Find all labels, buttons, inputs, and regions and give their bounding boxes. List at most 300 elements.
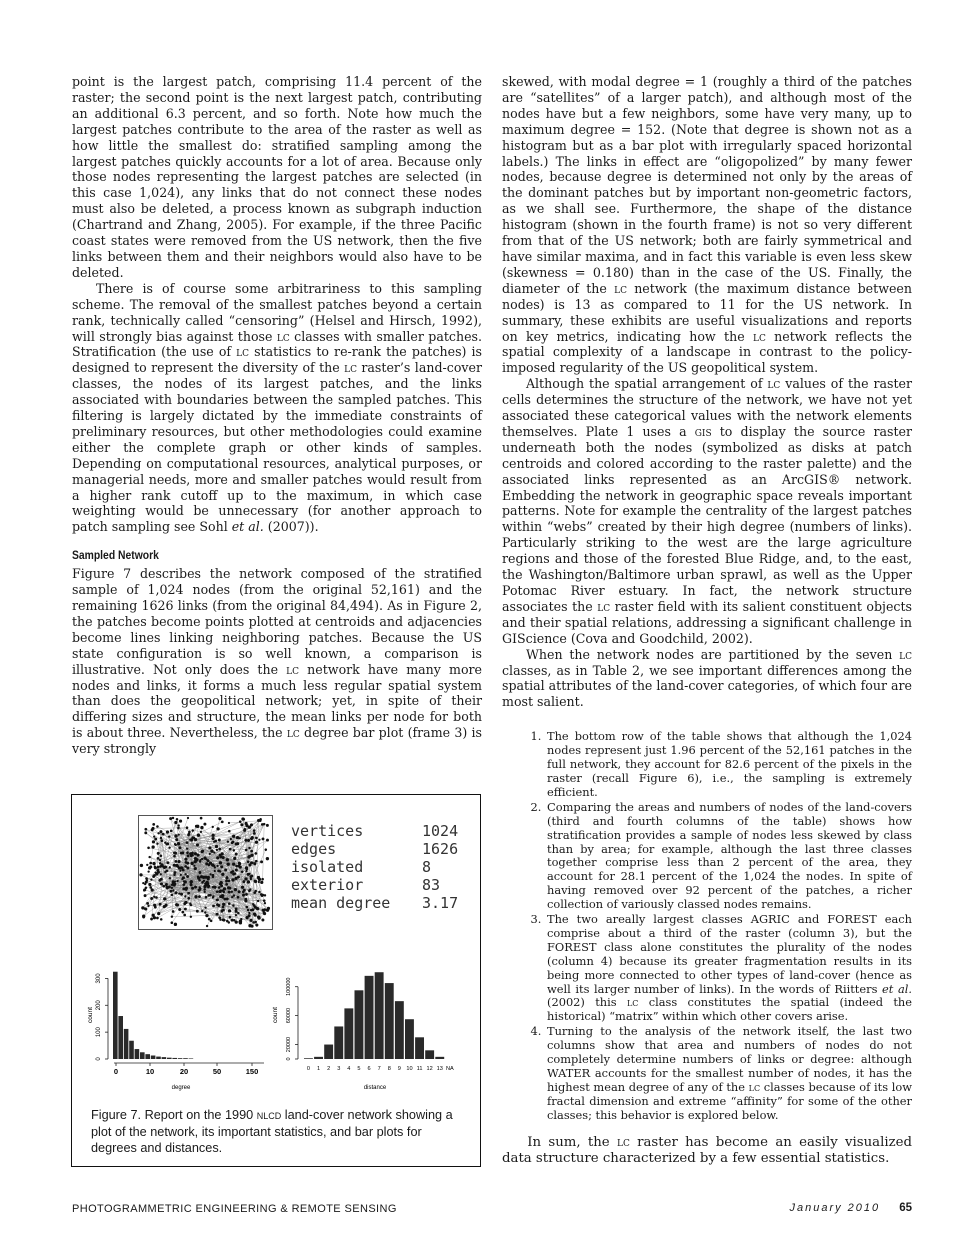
network-node	[216, 849, 218, 851]
network-node	[184, 858, 187, 861]
network-node	[255, 923, 258, 926]
network-node	[180, 874, 182, 876]
bar	[385, 983, 394, 1059]
network-node	[261, 878, 264, 881]
network-node	[186, 862, 189, 865]
network-node	[210, 920, 213, 923]
network-node	[247, 880, 250, 883]
network-node	[148, 883, 151, 886]
network-node	[225, 883, 228, 886]
network-node	[151, 845, 154, 848]
network-node	[209, 873, 211, 875]
network-node	[237, 896, 240, 899]
network-node	[194, 886, 197, 889]
network-node	[236, 836, 239, 839]
network-node	[171, 921, 174, 924]
distance-histogram	[270, 957, 470, 1097]
abbrev-smallcaps: lc	[626, 995, 639, 1010]
network-node	[184, 908, 187, 911]
network-node	[258, 881, 260, 883]
network-node	[204, 882, 207, 885]
abbrev-smallcaps: lc	[614, 280, 627, 296]
network-node	[253, 832, 256, 835]
bar	[172, 1058, 177, 1059]
network-node	[174, 821, 177, 824]
network-node	[160, 918, 163, 921]
abbrev-smallcaps: nlcd	[256, 1108, 282, 1122]
network-node	[248, 847, 251, 850]
stat-value: 1626	[422, 840, 459, 858]
network-node	[237, 912, 239, 914]
network-node	[150, 878, 152, 880]
network-node	[178, 824, 180, 826]
x-tick-label: 20	[179, 1067, 189, 1076]
list-item: 3. The two areally largest classes AGRIC and FOREST each comprise about a third of the raster (column 3), but the FOREST class alone constitutes the plurality of the nodes (column 4) because its greater fragmentation results in its being more connected to other types of land-cover (hence as well its larger number of links). In the words of Riitters et al. (2002) this lc class constitutes the spatial (indeed the historical) “matrix” within which other covers arise.	[545, 913, 912, 1024]
network-node	[266, 839, 269, 842]
network-node	[148, 856, 150, 858]
network-node	[216, 890, 219, 893]
network-node	[253, 912, 256, 915]
paragraph: point is the largest patch, comprising 11.4 percent of the raster; the second point is the next largest patch, contributing an additional 6.3 percent, and so forth. Note how much the largest patches contribute to the area of the raster as well as how little the smallest do: stratified sampling among the largest patches quickly accounts for a lot of area. Because only those nodes representing the largest patches are selected (in this case 1,024), any links that do not connect these nodes must also be deleted, a process known as subgraph induction (Chartrand and Zhang, 2005). For example, if the three Pacific coast states were removed from the US network, then the five links between them and their neighbors would also have to be deleted.	[72, 74, 482, 280]
network-node	[175, 864, 178, 867]
network-node	[174, 852, 177, 855]
network-node	[198, 895, 201, 898]
bar	[140, 1052, 145, 1059]
network-node	[216, 898, 219, 901]
network-node	[231, 919, 234, 922]
network-node	[235, 853, 238, 856]
network-node	[227, 862, 230, 865]
network-node	[228, 891, 231, 894]
network-node	[197, 854, 200, 857]
network-node	[154, 837, 157, 840]
network-node	[248, 912, 250, 914]
bar	[314, 1057, 323, 1059]
network-node	[204, 891, 206, 893]
network-node	[189, 903, 191, 905]
network-node	[206, 925, 208, 927]
network-node	[171, 894, 174, 897]
network-node	[248, 924, 251, 927]
network-node	[218, 839, 221, 842]
network-node	[229, 848, 232, 851]
network-node	[232, 835, 235, 838]
bar	[425, 1050, 434, 1059]
network-node	[184, 901, 187, 904]
network-node	[161, 863, 164, 866]
bar	[183, 1058, 188, 1059]
right-column	[502, 74, 912, 1167]
network-node	[216, 913, 219, 916]
network-node	[245, 849, 248, 852]
network-node	[242, 880, 245, 883]
network-node	[169, 817, 172, 820]
paragraph: There is of course some arbitrariness to this sampling scheme. The removal of the smallest patches beyond a certain rank, technically called “censoring” (Helsel and Hirsch, 1992), will strongly bias against those lc classes with smaller patches. Stratification (the use of lc statistics to re-rank the patches) is designed to represent the diversity of the lc raster’s land-cover classes, the nodes of its largest patches, and the links associated with boundaries between the sampled patches. This filtering is largely dictated by the immediate constraints of preliminary resources, but other methodologies could examine either the complete graph or other kinds of samples. Depending on computational resources, analytical purposes, or managerial needs, more and smaller patches would result from a higher rank cutoff up to the maximum, in which case weighting would be unnecessary (for another approach to patch sampling see Sohl et al. (2007)).	[72, 280, 482, 535]
network-node	[232, 873, 235, 876]
y-tick-label: 300	[96, 973, 102, 984]
journal-name: PHOTOGRAMMETRIC ENGINEERING & REMOTE SENSING	[72, 1203, 397, 1215]
network-node	[246, 906, 249, 909]
network-node	[248, 889, 251, 892]
network-node	[200, 826, 203, 829]
network-node	[266, 824, 269, 827]
network-node	[144, 883, 146, 885]
network-node	[253, 862, 256, 865]
network-node	[186, 848, 188, 850]
network-node	[226, 858, 229, 861]
bar	[162, 1057, 167, 1059]
network-node	[255, 837, 258, 840]
network-node	[175, 860, 178, 863]
network-node	[177, 827, 180, 830]
x-tick-label: 8	[387, 1066, 391, 1072]
network-node	[187, 854, 190, 857]
network-node	[166, 870, 169, 873]
network-node	[214, 870, 216, 872]
x-tick-label: 50	[212, 1067, 222, 1076]
network-node	[253, 829, 256, 832]
network-node	[151, 828, 154, 831]
network-node	[145, 877, 148, 880]
network-node	[157, 866, 160, 869]
network-node	[201, 881, 204, 884]
network-node	[200, 831, 202, 833]
x-tick-label: 4	[347, 1066, 351, 1072]
degree-bar-plot	[86, 957, 276, 1097]
network-node	[263, 908, 266, 911]
network-node	[168, 846, 170, 848]
bar	[415, 1037, 424, 1059]
network-node	[200, 850, 203, 853]
network-node	[168, 835, 170, 837]
network-node	[144, 828, 147, 831]
network-node	[150, 897, 153, 900]
section-heading: Sampled Network	[72, 550, 159, 563]
network-node	[200, 875, 203, 878]
abbrev-smallcaps: gis	[694, 423, 712, 439]
network-node	[212, 826, 214, 828]
network-node	[211, 863, 214, 866]
network-node	[255, 841, 258, 844]
network-node	[255, 890, 257, 892]
stat-row	[291, 840, 458, 858]
network-node	[250, 850, 253, 853]
network-node	[258, 839, 260, 841]
network-node	[227, 840, 229, 842]
network-node	[266, 857, 269, 860]
network-node	[193, 865, 195, 867]
network-node	[175, 891, 178, 894]
network-node	[190, 883, 193, 886]
network-node	[180, 893, 183, 896]
network-node	[187, 892, 190, 895]
network-node	[231, 896, 233, 898]
network-node	[190, 916, 192, 918]
abbrev-smallcaps: lc	[286, 725, 300, 741]
bar	[189, 1058, 194, 1059]
network-node	[234, 877, 237, 880]
network-node	[156, 843, 158, 845]
network-node	[165, 904, 168, 907]
network-node	[235, 865, 238, 868]
y-tick-label: 0	[286, 1057, 292, 1061]
abbrev-smallcaps: lc	[344, 360, 357, 376]
network-node	[189, 852, 192, 855]
network-node	[212, 895, 214, 897]
network-node	[205, 914, 208, 917]
network-node	[172, 817, 174, 819]
network-node	[211, 837, 214, 840]
network-node	[165, 883, 168, 886]
bar	[435, 1057, 444, 1059]
numbered-list	[502, 730, 912, 1122]
network-node	[203, 888, 206, 891]
bar	[145, 1054, 150, 1059]
network-node	[228, 879, 231, 882]
network-node	[176, 880, 178, 882]
network-node	[172, 882, 175, 885]
network-node	[152, 823, 155, 826]
network-node	[228, 822, 230, 824]
network-node	[190, 880, 193, 883]
network-node	[244, 877, 247, 880]
network-node	[209, 894, 212, 897]
network-node	[265, 848, 268, 851]
network-node	[153, 836, 155, 838]
network-node	[187, 817, 189, 819]
network-plot	[138, 815, 273, 930]
network-node	[250, 909, 253, 912]
network-node	[171, 887, 173, 889]
paragraph: Although the spatial arrangement of lc values of the raster cells determines the structure of the network, we have not yet associated these categorical values with the network elements themselves. Plate 1 uses a gis to display the source raster underneath both the nodes (symbolized as disks at patch centroids and colored according to the raster palette) and the associated links represented as an ArcGIS® network. Embedding the network in geographic space reveals important patterns. Note for example the centrality of the largest patches within “webs” created by their high degree (numbers of links). Particularly striking to the west are the large agriculture regions and those of the forested Blue Ridge, and, to the east, the Washington/Baltimore urban sprawl, as well as the Upper Potomac River estuary. In fact, the network structure associates the lc raster field with its salient constituent objects and their spatial relations, addressing a significant challenge in GIScience (Cova and Goodchild, 2002).	[502, 376, 912, 646]
network-node	[254, 879, 257, 882]
network-node	[201, 910, 203, 912]
network-node	[178, 834, 180, 836]
network-node	[173, 855, 176, 858]
network-node	[257, 900, 259, 902]
x-tick-label: 10	[406, 1066, 413, 1072]
network-node	[227, 886, 230, 889]
network-node	[218, 886, 221, 889]
network-node	[179, 820, 182, 823]
stat-value: 1024	[422, 822, 459, 840]
network-node	[247, 860, 250, 863]
network-node	[222, 909, 225, 912]
network-node	[238, 890, 241, 893]
network-node	[189, 838, 191, 840]
network-node	[230, 871, 233, 874]
italic-text: et al.	[882, 981, 913, 996]
network-node	[177, 860, 180, 863]
network-node	[245, 822, 248, 825]
network-node	[216, 856, 219, 859]
network-node	[184, 895, 186, 897]
stat-row	[291, 876, 458, 894]
stat-label: edges	[291, 840, 337, 858]
network-node	[243, 829, 246, 832]
network-node	[222, 903, 225, 906]
network-node	[196, 910, 199, 913]
network-node	[205, 858, 207, 860]
abbrev-smallcaps: lc	[899, 646, 912, 662]
network-node	[187, 897, 190, 900]
paragraph: Figure 7 describes the network composed of the stratified sample of 1,024 nodes (from the original 52,161) and the remaining 1626 links (from the original 84,494). As in Figure 2, the patches become points plotted at centroids and adjacencies become lines linking neighboring patches. Because the US state configuration is so well known, a comparison is illustrative. Not only does the lc network have many more nodes and links, it forms a much less regular spatial system than does the geopolitical network; yet, in spite of their differing sizes and structure, the mean links per node for both is about three. Nevertheless, the lc degree bar plot (frame 3) is very strongly	[72, 566, 483, 757]
network-node	[260, 893, 263, 896]
stat-label: exterior	[291, 876, 364, 894]
network-node	[152, 914, 155, 917]
network-node	[153, 874, 155, 876]
network-node	[235, 908, 238, 911]
bar	[395, 1001, 404, 1059]
bar	[355, 990, 364, 1059]
network-node	[177, 842, 180, 845]
abbrev-smallcaps: lc	[276, 328, 290, 344]
network-node	[160, 882, 163, 885]
network-node	[172, 889, 174, 891]
network-node	[160, 839, 163, 842]
network-node	[267, 907, 270, 910]
network-node	[205, 896, 208, 899]
figure-caption: Figure 7. Report on the 1990 nlcd land-cover network showing a plot of the network, its important statistics, and bar plots for degrees and distances.	[91, 1108, 453, 1156]
network-node	[216, 827, 219, 830]
network-node	[157, 857, 160, 860]
network-node	[194, 867, 197, 870]
list-item: 1. The bottom row of the table shows that although the 1,024 nodes represent just 1.96 percent of the 52,161 patches in the full network, they account for 82.6 percent of the pixels in the raster (recall Figure 6), i.e., the sampling is extremely efficient.	[545, 730, 912, 800]
network-node	[191, 862, 194, 865]
network-node	[232, 863, 235, 866]
abbrev-smallcaps: lc	[767, 376, 781, 392]
x-tick-label: 12	[426, 1066, 433, 1072]
x-tick-label: 0	[113, 1067, 119, 1076]
network-node	[207, 885, 210, 888]
bar	[324, 1045, 333, 1059]
stat-value: 8	[422, 858, 432, 876]
network-node	[231, 878, 234, 881]
network-node	[233, 849, 235, 851]
network-node	[186, 851, 189, 854]
network-node	[174, 843, 176, 845]
left-column	[72, 74, 482, 757]
network-node	[140, 864, 143, 867]
abbrev-smallcaps: lc	[752, 328, 766, 344]
x-tick-label: 0	[306, 1066, 311, 1072]
network-node	[247, 839, 250, 842]
network-node	[157, 912, 160, 915]
network-node	[176, 818, 179, 821]
network-node	[231, 841, 234, 844]
network-node	[194, 860, 197, 863]
network-node	[250, 854, 253, 857]
abbrev-smallcaps: lc	[236, 344, 250, 360]
bar	[118, 1016, 123, 1059]
network-node	[186, 866, 189, 869]
network-node	[142, 916, 145, 919]
paragraph: skewed, with modal degree = 1 (roughly a third of the patches are “satellites” of a larger patch), and although most of the nodes have but a few neighbors, some have very many, up to maximum degree = 152. (Note that degree is shown not as a histogram but as a bar plot with irregularly spaced horizontal labels.) The links in effect are “oligopolized” by many fewer nodes, because degree is determined not only by the areas of the dominant patches but by important non-geometric factors, as we shall see. Furthermore, the shape of the distance histogram (shown in the fourth frame) is not so very different from that of the US network; both are fairly symmetrical and have similar maxima, and in fact this variable is even less skew (skewness = 0.180) than in the case of the US. Finally, the diameter of the lc network (the maximum distance between nodes) is 13 as compared to 11 for the US network. In summary, these exhibits are useful visualizations and reports on key metrics, indicating how the lc network reflects the spatial complexity of a landscape in contrast to the policy-imposed regularity of the US geopolitical system.	[502, 74, 912, 376]
network-node	[257, 916, 260, 919]
x-tick-label: 10	[145, 1067, 155, 1076]
network-node	[181, 878, 183, 880]
network-node	[156, 869, 159, 872]
network-node	[209, 853, 211, 855]
network-node	[160, 873, 162, 875]
network-node	[156, 917, 159, 920]
stat-row	[291, 822, 458, 840]
abbrev-smallcaps: lc	[597, 598, 611, 614]
network-node	[186, 826, 189, 829]
network-node	[203, 823, 206, 826]
network-node	[239, 920, 242, 923]
network-node	[244, 899, 247, 902]
network-node	[196, 825, 199, 828]
network-node	[247, 909, 250, 912]
network-node	[221, 894, 224, 897]
network-node	[166, 861, 169, 864]
network-node	[223, 887, 226, 890]
network-node	[197, 875, 200, 878]
network-node	[264, 894, 266, 896]
network-node	[204, 876, 206, 878]
network-node	[218, 848, 221, 851]
y-axis-label: count	[87, 1007, 94, 1023]
network-node	[163, 867, 165, 869]
network-node	[149, 862, 152, 865]
network-node	[235, 914, 237, 916]
network-node	[203, 885, 206, 888]
network-node	[257, 876, 260, 879]
network-node	[212, 886, 215, 889]
bar	[124, 1029, 129, 1059]
network-node	[220, 884, 223, 887]
stat-row	[291, 858, 458, 876]
bar	[113, 972, 118, 1059]
y-axis-label: count	[272, 1007, 279, 1023]
network-node	[216, 865, 218, 867]
network-node	[238, 864, 241, 867]
network-node	[257, 819, 260, 822]
bar	[156, 1057, 161, 1059]
network-node	[160, 854, 163, 857]
network-node	[175, 903, 178, 906]
x-tick-label: 11	[416, 1066, 423, 1072]
network-node	[156, 825, 159, 828]
network-node	[256, 907, 259, 910]
figure-7	[71, 794, 481, 1167]
network-node	[169, 866, 171, 868]
network-node	[211, 834, 214, 837]
network-node	[248, 873, 251, 876]
network-node	[191, 829, 194, 832]
network-node	[178, 908, 181, 911]
network-node	[255, 860, 258, 863]
network-node	[194, 852, 197, 855]
network-node	[262, 837, 265, 840]
network-node	[147, 847, 150, 850]
x-tick-label: 5	[357, 1066, 361, 1072]
network-node	[179, 846, 182, 849]
network-node	[215, 845, 218, 848]
network-node	[219, 870, 222, 873]
stat-row	[291, 894, 458, 912]
network-node	[180, 866, 183, 869]
network-node	[155, 896, 158, 899]
network-node	[258, 891, 260, 893]
x-tick-label: NA	[445, 1066, 454, 1072]
bar	[365, 976, 374, 1059]
network-node	[147, 870, 149, 872]
bar	[167, 1058, 172, 1059]
list-item: 4. Turning to the analysis of the network itself, the last two columns show that area and numbers of nodes do not completely determine numbers of links or degree: although WATER accounts for the smallest number of nodes, it has the highest mean degree of any of the lc classes because of its low fractal dimension and extreme “affinity” for some of the other classes; this behavior is explored below.	[545, 1025, 912, 1122]
network-node	[245, 893, 248, 896]
